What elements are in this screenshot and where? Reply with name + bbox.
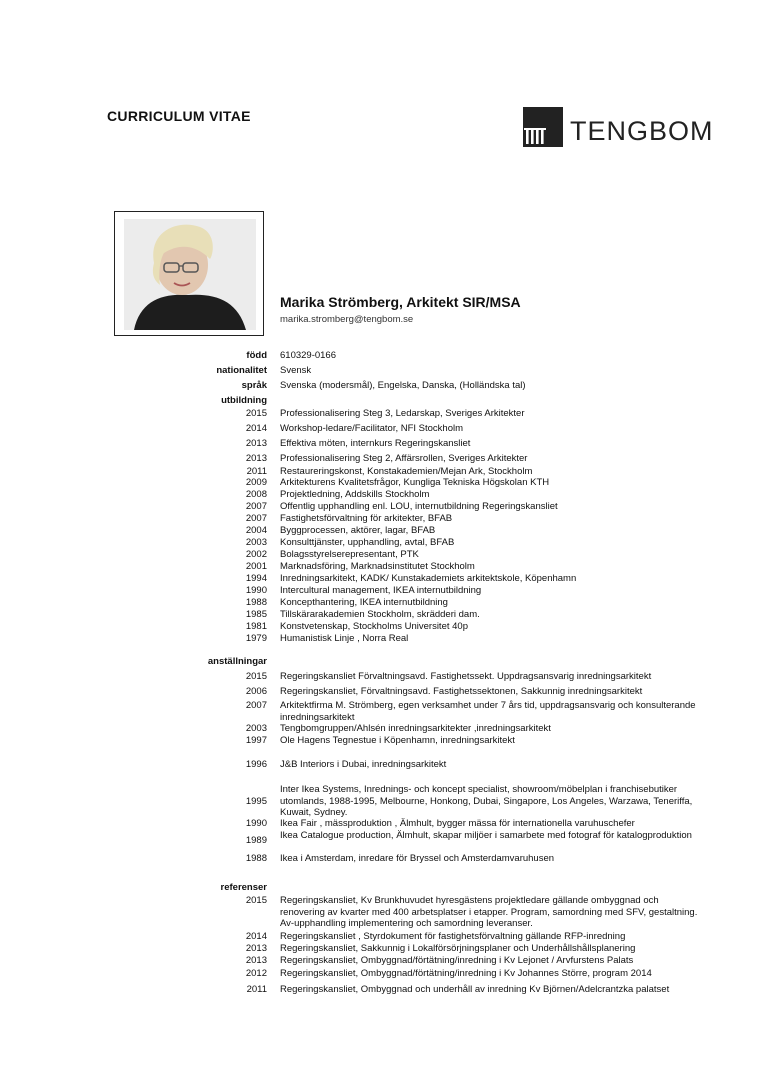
fact-label: född	[246, 350, 267, 361]
fact-value: Svenska (modersmål), Engelska, Danska, (Holländska tal)	[280, 380, 526, 391]
education-entry: Professionalisering Steg 2, Affärsrollen, Sveriges Arkitekter	[280, 453, 528, 464]
employment-entry: Ole Hagens Tegnestue i Köpenhamn, inredningsarkitekt	[280, 735, 515, 746]
education-year: 2014	[245, 423, 267, 434]
fact-label: nationalitet	[216, 365, 267, 376]
education-entry: Konsulttjänster, upphandling, avtal, BFAB	[280, 537, 455, 548]
reference-year: 2014	[245, 931, 267, 942]
section-heading-anstallningar: anställningar	[207, 656, 267, 667]
section-heading-referenser: referenser	[220, 882, 267, 893]
reference-entry: Regeringskansliet, Kv Brunkhuvudet hyresgästens projektledare gällande ombyggnad och renovering av kvarter med 400 arbetsplatser i etapper. Program, samordning med SFV, gestaltning. Av-upphandling implementering och samordning leveranser.	[280, 895, 698, 929]
education-entry: Restaureringskonst, Konstakademien/Mejan Ark, Stockholm	[280, 466, 533, 477]
education-entry: Koncepthantering, IKEA internutbildning	[280, 597, 448, 608]
employment-entry: Ikea Catalogue production, Älmhult, skapar miljöer i samarbete med fotograf för katalogproduktion	[280, 830, 692, 841]
education-entry: Arkitekturens Kvalitetsfrågor, Kungliga Tekniska Högskolan KTH	[280, 477, 550, 488]
employment-entry: Ikea i Amsterdam, inredare för Bryssel och Amsterdamvaruhusen	[280, 853, 555, 864]
education-year: 1985	[245, 609, 267, 620]
education-year: 2002	[245, 549, 267, 560]
person-email[interactable]: marika.stromberg@tengbom.se	[280, 314, 414, 325]
reference-entry: Regeringskansliet, Ombyggnad/förtätning/inredning i Kv Lejonet / Arvfurstens Palats	[280, 955, 634, 966]
section-heading-utbildning: utbildning	[221, 395, 267, 406]
education-year: 2015	[245, 408, 267, 419]
education-year: 2007	[245, 501, 267, 512]
employment-year: 1989	[245, 835, 267, 846]
reference-entry: Regeringskansliet, Ombyggnad/förtätning/inredning i Kv Johannes Större, program 2014	[280, 968, 652, 979]
education-entry: Humanistisk Linje , Norra Real	[280, 633, 409, 644]
reference-year: 2015	[245, 895, 267, 906]
employment-entry: Regeringskansliet, Förvaltningsavd. Fastighetssektonen, Sakkunnig inredningsarkitekt	[280, 686, 643, 697]
education-entry: Tillskärarakademien Stockholm, skrädderi dam.	[280, 609, 480, 620]
reference-year: 2013	[245, 943, 267, 954]
employment-entry: Ikea Fair , mässproduktion , Älmhult, bygger mässa för internationella varuhuschefer	[280, 818, 635, 829]
fact-value: 610329-0166	[280, 350, 336, 361]
reference-entry: Regeringskansliet, Sakkunnig i Lokalförsörjningsplaner och Underhållshållsplanering	[280, 943, 636, 954]
education-entry: Projektledning, Addskills Stockholm	[280, 489, 430, 500]
education-year: 1990	[245, 585, 267, 596]
education-year: 2009	[245, 477, 267, 488]
document-title: CURRICULUM VITAE	[107, 108, 251, 124]
education-entry: Intercultural management, IKEA internutbildning	[280, 585, 482, 596]
reference-year: 2011	[246, 984, 267, 995]
employment-year: 1997	[245, 735, 267, 746]
employment-entry: Arkitektfirma M. Strömberg, egen verksamhet under 7 års tid, uppdragsansvarig och konsulterande inredningsarkitekt	[280, 700, 696, 723]
education-entry: Marknadsföring, Marknadsinstitutet Stockholm	[280, 561, 475, 572]
employment-year: 2003	[245, 723, 267, 734]
education-year: 2001	[245, 561, 267, 572]
employment-year: 2006	[245, 686, 267, 697]
employment-year: 2007	[245, 700, 267, 711]
education-year: 2007	[245, 513, 267, 524]
education-entry: Konstvetenskap, Stockholms Universitet 40p	[280, 621, 468, 632]
education-year: 2008	[245, 489, 267, 500]
employment-entry: Inter Ikea Systems, Inrednings- och koncept specialist, showroom/möbelplan i franchisebutiker utomlands, 1988-1995, Melbourne, Honkong, Dubai, Singapore, Los Angeles, Warzawa, Teneriffa, Kuwait, Sydney.	[280, 784, 693, 818]
employment-entry: J&B Interiors i Dubai, inredningsarkitekt	[280, 759, 447, 770]
employment-entry: Regeringskansliet Förvaltningsavd. Fastighetssekt. Uppdragsansvarig inredningsarkitekt	[280, 671, 652, 682]
fact-label: språk	[241, 380, 267, 391]
portrait-photo	[114, 211, 264, 336]
education-year: 2013	[245, 438, 267, 449]
tengbom-logo-icon	[523, 107, 563, 147]
employment-year: 1995	[245, 796, 267, 807]
employment-year: 2015	[245, 671, 267, 682]
education-year: 2004	[245, 525, 267, 536]
education-year: 1979	[245, 633, 267, 644]
education-entry: Inredningsarkitekt, KADK/ Kunstakademiets arkitektskole, Köpenhamn	[280, 573, 577, 584]
portrait-image	[124, 219, 256, 330]
education-entry: Offentlig upphandling enl. LOU, internutbildning Regeringskansliet	[280, 501, 558, 512]
employment-year: 1990	[245, 818, 267, 829]
education-year: 1981	[245, 621, 267, 632]
education-entry: Fastighetsförvaltning för arkitekter, BFAB	[280, 513, 453, 524]
education-entry: Bolagsstyrelserepresentant, PTK	[280, 549, 419, 560]
tengbom-wordmark: TENGBOM	[570, 116, 714, 146]
education-year: 2011	[246, 466, 267, 477]
employment-entry: Tengbomgruppen/Ahlsén inredningsarkitekter ,inredningsarkitekt	[280, 723, 551, 734]
education-entry: Professionalisering Steg 3, Ledarskap, Sveriges Arkitekter	[280, 408, 525, 419]
fact-value: Svensk	[280, 365, 312, 376]
reference-entry: Regeringskansliet , Styrdokument för fastighetsförvaltning gällande RFP-inredning	[280, 931, 626, 942]
reference-year: 2013	[245, 955, 267, 966]
employment-year: 1996	[245, 759, 267, 770]
education-entry: Byggprocessen, aktörer, lagar, BFAB	[280, 525, 436, 536]
reference-entry: Regeringskansliet, Ombyggnad och underhåll av inredning Kv Björnen/Adelcrantzka palatset	[280, 984, 670, 995]
education-entry: Effektiva möten, internkurs Regeringskansliet	[280, 438, 471, 449]
education-year: 1988	[245, 597, 267, 608]
reference-year: 2012	[245, 968, 267, 979]
education-entry: Workshop-ledare/Facilitator, NFI Stockholm	[280, 423, 464, 434]
education-year: 2003	[245, 537, 267, 548]
tengbom-logo	[523, 107, 714, 147]
education-year: 2013	[245, 453, 267, 464]
education-year: 1994	[245, 573, 267, 584]
person-name: Marika Strömberg, Arkitekt SIR/MSA	[280, 294, 521, 310]
employment-year: 1988	[245, 853, 267, 864]
